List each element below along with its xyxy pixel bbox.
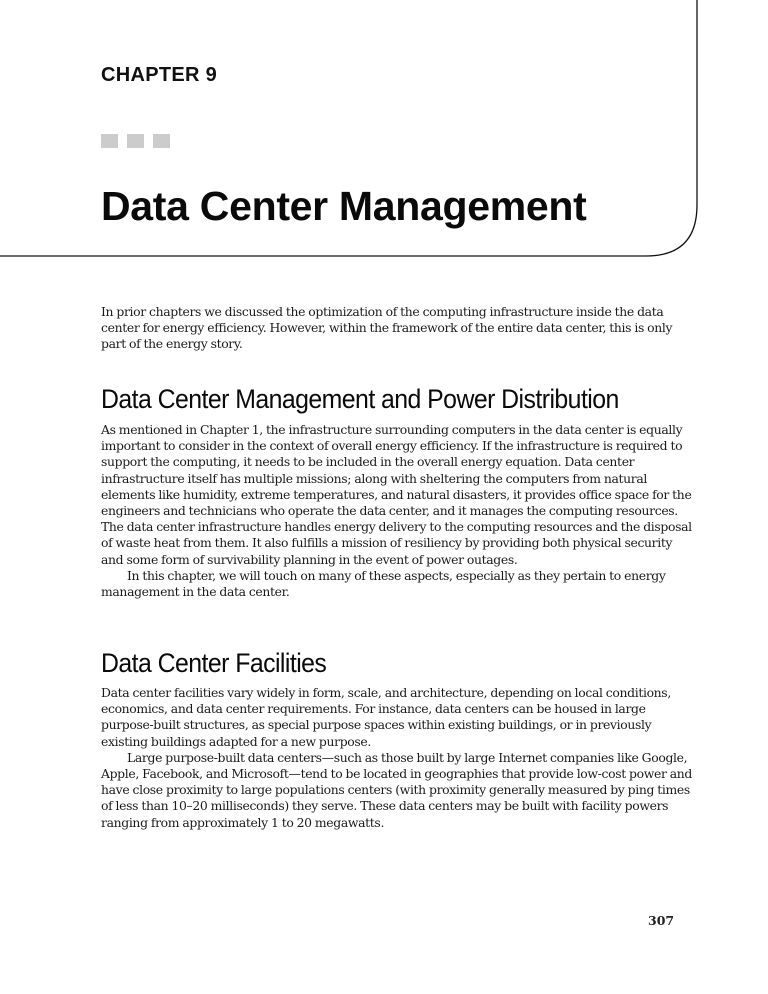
square-icon — [101, 134, 118, 148]
page-number: 307 — [648, 913, 675, 928]
square-icon — [127, 134, 144, 148]
section-body — [101, 422, 693, 600]
chapter-title: Data Center Management — [101, 183, 587, 229]
intro-text — [101, 304, 693, 353]
square-icon — [153, 134, 170, 148]
chapter-label: CHAPTER 9 — [101, 64, 218, 86]
paragraph: Large purpose-built data centers—such as those built by large Internet companies like Google, Apple, Facebook, and Microsoft—tend to be located in geographies that provide low-cost power and have close proximity to large populations centers (with proximity generally measured by ping times of less than 10–20 milliseconds) they serve. These data centers may be built with facility powers ranging from approximately 1 to 20 megawatts. — [101, 749, 692, 830]
paragraph: Data center facilities vary widely in form, scale, and architecture, depending on local conditions, economics, and data center requirements. For instance, data centers can be housed in large purpose-built structures, as special purpose spaces within existing buildings, or in previously existing buildings adapted for a new purpose. — [101, 685, 671, 749]
section-body — [101, 685, 693, 831]
paragraph: As mentioned in Chapter 1, the infrastructure surrounding computers in the data center is equally important to consider in the context of overall energy efficiency. If the infrastructure is required to support the computing, it needs to be included in the overall energy equation. Data center infrastructure itself has multiple missions; along with sheltering the computers from natural elements like humidity, extreme temperatures, and natural disasters, it provides office space for the engineers and technicians who operate the data center, and it manages the computing resources. The data center infrastructure handles energy delivery to the computing resources and the disposal of waste heat from them. It also fulfills a mission of resiliency by providing both physical security and some form of survivability planning in the event of power outages. — [101, 422, 692, 567]
decorative-squares — [101, 134, 170, 148]
paragraph: In prior chapters we discussed the optimization of the computing infrastructure inside the data center for energy efficiency. However, within the framework of the entire data center, this is only part of the energy story. — [101, 304, 673, 352]
section-heading: Data Center Facilities — [101, 648, 327, 678]
paragraph: In this chapter, we will touch on many of these aspects, especially as they pertain to energy management in the data center. — [101, 567, 666, 600]
section-heading: Data Center Management and Power Distribution — [101, 384, 619, 414]
